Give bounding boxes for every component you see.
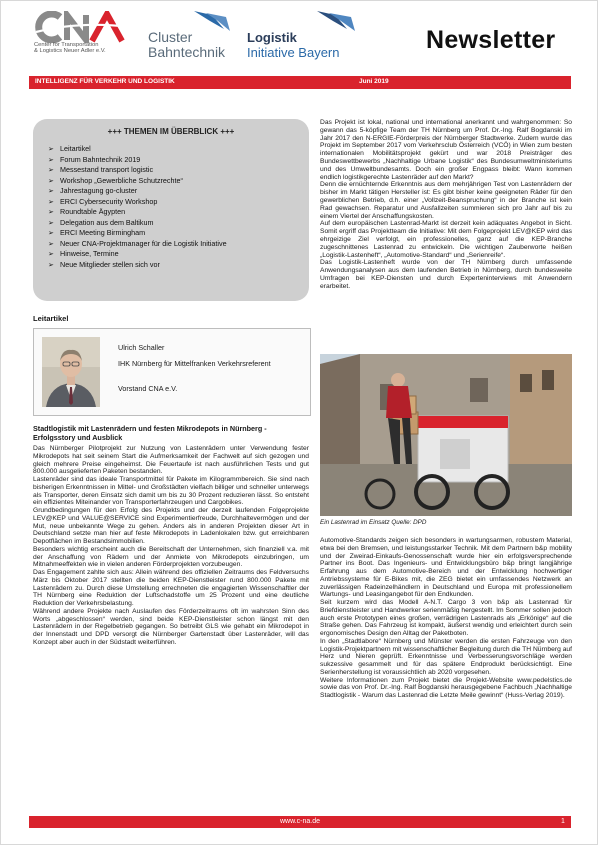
article-paragraph: Das Projekt ist lokal, national und international anerkannt und wahrgenommen: So gewann das 5-köpfige Team der TH Nürnberg um Prof. Dr.-Ing. Ralf Bogdanski im Jahr 2017 den N-ERGIE-Förderpreis der Nürnberger Stadtwerke. Zudem wurde das Projekt im September 2017 vom Verkehrsclub Österreich (VCÖ) in Wien zum besten internationalen Mobilitätsprojekt gekürt und war 2018 Preisträger des Bundeswettbewerbs „Nachhaltige Urbane Logistik“ des Bundesumweltministeriums und des Umweltbundesamts. Doch ein großer Engpass bleibt: Wann kommen endlich logistikgerechte Lastenräder auf den Markt? [320, 119, 572, 181]
newsletter-title: Newsletter [426, 26, 556, 54]
topics-overview-box [33, 119, 309, 301]
article-paragraph: Denn die ernüchternde Erkenntnis aus dem mehrjährigen Test von Lastenrädern der bisher im Markt tätigen Hersteller ist: Es gibt bisher keine geeigneten Räder für den gewerblichen Betrieb, d.h. einer „Vollzeit-Beanspruchung“ in der Branche ist kein Rad gewachsen. Reparatur und Ausfallzeiten summieren sich pro Jahr auf bis zu einem Viertel der Anschaffungskosten. [320, 181, 572, 220]
toc-item[interactable] [48, 260, 227, 271]
arrow-bullet-icon: ➢ [48, 156, 54, 164]
toc-item-label: Messestand transport logistic [60, 165, 154, 174]
logistik-initiative-logo [247, 11, 362, 59]
article-paragraph: Während andere Projekte nach Auslaufen des Förderzeitraums oft im wahrsten Sinn des Worts „abgeschlossen“ werden, sind beide KEP-Dienstleister schon längst mit den Lastenrädern in der Regelbetrieb gegangen. So betreibt GLS wie gehabt ein Mikrodepot in der Innenstadt und DPD versorgt die Nürnberger Gartenstadt über Lastenräder, will das Konzept aber auch in der Südstadt weiterführen. [33, 607, 309, 646]
cargo-bike-photo [320, 354, 572, 516]
blue-wing-icon [190, 9, 232, 33]
toc-item-label: Jahrestagung go-cluster [60, 186, 138, 195]
toc-item-label: Leitartikel [60, 144, 91, 153]
article-paragraph: Das Nürnberger Pilotprojekt zur Nutzung von Lastenrädern unter Verwendung fester Mikrodepots hat seit seinem Start die Aufmerksamkeit der Fachwelt auf sich gezogen und gleich mehrere Preise eingeheimst. Die Feuertaufe ist nach ausführlichen Tests und gut 800.000 ausgelieferten Paketen bestanden. [33, 445, 309, 476]
blue-wing-icon [313, 9, 357, 33]
cluster-bahntechnik-logo [148, 11, 238, 59]
cna-letters-icon [34, 11, 139, 43]
photo-caption: Ein Lastenrad im Einsatz Quelle: DPD [320, 519, 427, 526]
author-box [33, 328, 311, 416]
footer-banner [29, 816, 571, 828]
cna-sub-line-2: & Logistics Neuer Adler e.V. [34, 48, 106, 55]
toc-item-label: Delegation aus dem Baltikum [60, 217, 154, 227]
cna-subtitle [34, 42, 106, 55]
toc-item[interactable] [48, 155, 227, 166]
arrow-bullet-icon: ➢ [48, 188, 54, 195]
toc-item[interactable] [48, 197, 227, 208]
article-right-column-top [320, 119, 572, 291]
arrow-bullet-icon: ➢ [48, 198, 54, 206]
arrow-bullet-icon: ➢ [48, 209, 54, 216]
logistik-label: Logistik [247, 30, 297, 45]
toc-item-label: Forum Bahntechnik 2019 [60, 154, 141, 164]
author-name: Ulrich Schaller [118, 343, 165, 352]
toc-item-label: Workshop „Gewerbliche Schutzrechte“ [60, 175, 183, 185]
article-right-column-bottom [320, 537, 572, 700]
page-number: 1 [561, 818, 565, 825]
arrow-bullet-icon: ➢ [48, 240, 54, 248]
toc-item-label: Hinweise, Termine [60, 249, 119, 258]
arrow-bullet-icon: ➢ [48, 177, 54, 185]
initiative-bayern-label: Initiative Bayern [247, 45, 340, 60]
toc-item[interactable] [48, 207, 227, 218]
author-role: Vorstand CNA e.V. [118, 384, 178, 393]
article-paragraph: Das Logistik-Lastenheft wurde von der TH Nürnberg durch umfassende Anwendungsanalysen aus dem laufenden Betrieb in Nürnberg, durch bundesweite Umfragen bei KEP-Diensten und durch Experteninterviews mit Anwendern erarbeitet. [320, 259, 572, 290]
toc-item[interactable] [48, 165, 227, 176]
toc-item-label: ERCI Cybersecurity Workshop [60, 196, 158, 206]
toc-list [48, 144, 227, 270]
article-paragraph: Grundbedingungen für den Erfolg des Projekts und der derzeit laufenden Folgeprojekte LEV@KEP und VALUE@SERVICE sind Experimentierfreude, Durchhaltevermögen und der Mut, neue unbekannte Wege zu gehen. Anders als in anderen Projekten dieser Art in Deutschland setzte man hier auf feste Mikrodepots in Ladenlokalen bzw. gut erreichbaren Depotflächen im Bestandsimmobilien. [33, 507, 309, 545]
article-paragraph: Auf dem europäischen Lastenrad-Markt ist derzeit kein adäquates Angebot in Sicht. Somit ergriff das Projektteam die Initiative: Mit dem Folgeprojekt LEV@KEP wird das ehrgeizige Ziel verfolgt, ein professionelles, ganz auf die KEP-Branche zugeschnittenes Lastenrad zu entwickeln. Die wichtigen Zauberworte heißen „Logistik-Lastenheft“, „Automotive-Standard“ und „Serienreife“. [320, 220, 572, 259]
cna-logo [34, 11, 139, 61]
article-paragraph: Automotive-Standards zeigen sich besonders in wartungsarmen, robustem Material, etwa bei den Bremsen, und leistungsstarker Technik. Mit dem Partnern b&p mobility und der Zweirad-Einkaufs-Genossenschaft wurde hier ein erfolgsversprechende Partner ins Boot. Das Ingenieurs- und Entwicklungsbüro b&p bringt langjährige Erfahrung aus dem Automotive-Bereich und der Entwicklung hochwertiger Antriebssysteme für E-Bikes mit, die ZEG bietet ein umfassendes Netzwerk an zuverlässigen Radeinzelhändlern in Deutschland und Europa mit professionellem Wartungs- und Leasingangebot für den Endkunden. [320, 537, 572, 599]
arrow-bullet-icon: ➢ [48, 146, 54, 153]
toc-item[interactable] [48, 239, 227, 250]
bahntechnik-label: Bahntechnik [148, 44, 226, 60]
toc-title: +++ THEMEN IM ÜBERBLICK +++ [107, 127, 235, 136]
toc-item[interactable] [48, 186, 227, 197]
article-paragraph: In den „Stadtlabore“ Nürnberg und Münster werden die ersten Fahrzeuge von den Logistik-Projektpartnern mit wissenschaftlicher Begleitung durch die TH Nürnberg auf Herz und Nieren geprüft. Erkenntnisse und Verbesserungsvorschläge werden sukzessive gesammelt und für das spätere Endprodukt berücksichtigt. Eine Serienherstellung ist voraussichtlich ab 2020 vorgesehen. [320, 637, 572, 676]
arrow-bullet-icon: ➢ [48, 230, 54, 237]
toc-item-label: Roundtable Ägypten [60, 207, 126, 216]
toc-item[interactable] [48, 144, 227, 155]
article-paragraph: Das Engagement zahlte sich aus: Allein während des offiziellen Zeitraums des Feldversuchs März bis Oktober 2017 stellten die beiden KEP-Dienstleister rund 800.000 Pakete mit Lastenrädern zu. Durch diese Umstellung errechneten die engagierten Wissenschaftler der TH Nürnberg eine Reduktion der Luftschadstoffe um 25 Prozent und eine deutliche Reduktion der Verkehrsbelastung. [33, 569, 309, 607]
article-paragraph: Besonders wichtig erscheint auch die Bereitschaft der Unternehmen, sich finanziell v.a. mit der Anschaffung von Rädern und der Anmiete von Mikrodepots einzubringen, um Mitnahmeeffekten wie in vielen anderen Förderprojekten vorzubeugen. [33, 545, 309, 569]
article-paragraph: Seit kurzem wird das Modell A-N.T. Cargo 3 von b&p als Lastenrad für Briefdienstleister und Handwerker serienmäßig hergestellt. Im Sommer sollen jedoch auch erste Prototypen eines großen, verrädrigen Lastenrads als „Erkönige“ auf die Straße gehen. Das Fahrzeug ist kompakt, äußerst wendig und erleichtert durch sein ergonomisches Design den Alltag der Paketboten. [320, 599, 572, 637]
tagline: INTELLIGENZ FÜR VERKEHR UND LOGISTIK [35, 78, 175, 85]
arrow-bullet-icon: ➢ [48, 251, 54, 258]
cna-sub-line-1: Center for Transportation [34, 42, 99, 48]
top-banner [29, 76, 571, 89]
toc-item-label: Neue Mitglieder stellen sich vor [60, 259, 160, 269]
cluster-label: Cluster [148, 29, 193, 45]
author-photo [42, 337, 100, 407]
toc-item[interactable] [48, 249, 227, 260]
toc-item-label: Neuer CNA-Projektmanager für die Logistik Initiative [60, 238, 227, 248]
author-organization: IHK Nürnberg für Mittelfranken Verkehrsreferent [118, 359, 271, 368]
leitartikel-heading: Leitartikel [33, 314, 69, 323]
footer-url[interactable]: www.c-na.de [279, 818, 321, 825]
arrow-bullet-icon: ➢ [48, 261, 54, 269]
toc-item-label: ERCI Meeting Birmingham [60, 228, 146, 237]
toc-item[interactable] [48, 218, 227, 229]
toc-item[interactable] [48, 228, 227, 239]
article-heading: Stadtlogistik mit Lastenrädern und festen Mikrodepots in Nürnberg - Erfolgsstory und Ausblick [33, 424, 267, 442]
article-left-column [33, 445, 309, 647]
article-paragraph: Lastenräder sind das ideale Transportmittel für Pakete im Kilogrammbereich. Sie sind nach bisherigen Erkenntnissen in Mittel- und Großstädten vielfach billiger und schneller unterwegs als Transporter, deren Einsatz sich damit um bis zu 30 Prozent reduzieren lässt. So entsteht ein effizientes Miteinander von Transporterfahrzeugen und Cargobikes. [33, 476, 309, 507]
article-paragraph: Weitere Informationen zum Projekt bietet die Projekt-Website www.pedelstics.de sowie das von Prof. Dr.-Ing. Ralf Bogdanski herausgegebene Fachbuch „Nachhaltige Stadtlogistik - Warum das Lastenrad die Letzte Meile gewinnt“ (Huss-Verlag 2019). [320, 676, 572, 699]
issue-date: Juni 2019 [359, 78, 389, 85]
toc-item[interactable] [48, 176, 227, 187]
arrow-bullet-icon: ➢ [48, 219, 54, 227]
arrow-bullet-icon: ➢ [48, 167, 54, 174]
